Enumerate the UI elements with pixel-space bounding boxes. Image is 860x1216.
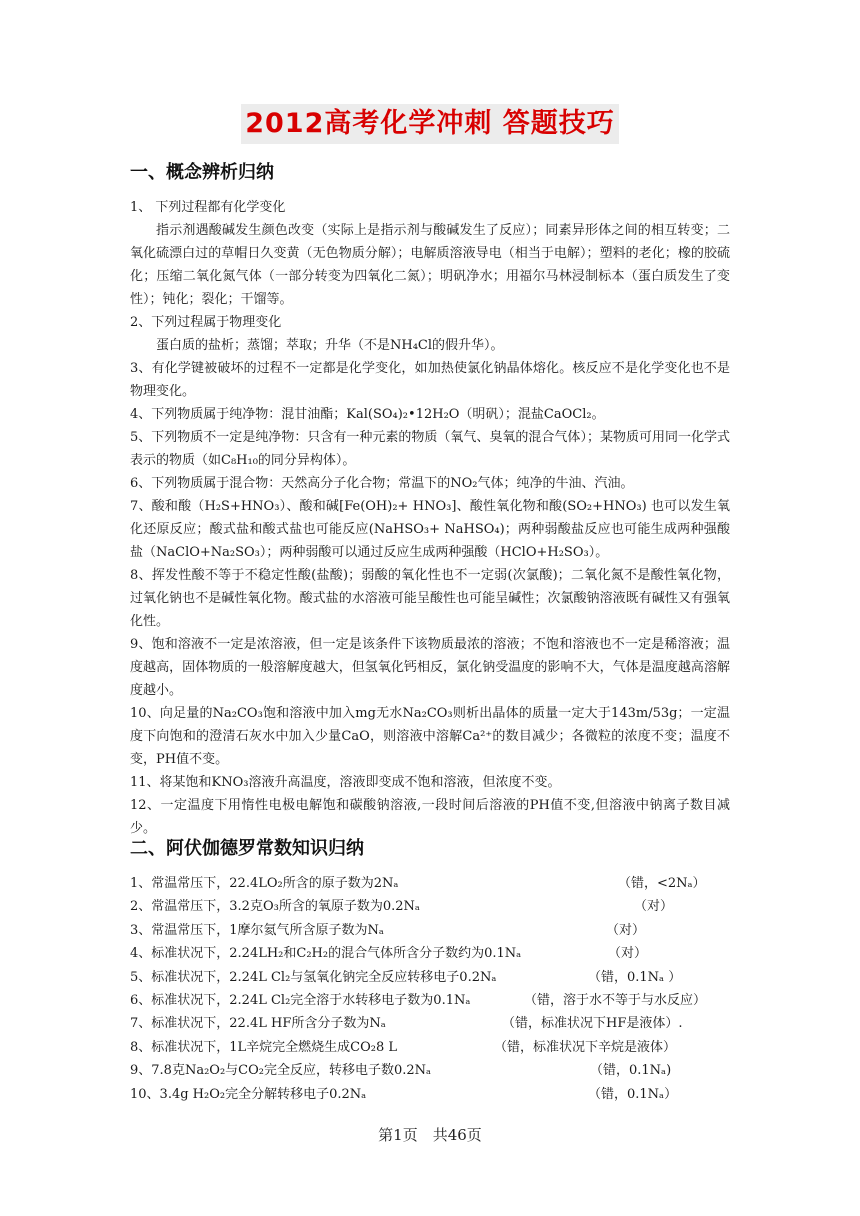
statement: 1、常温常压下，22.4LO₂所含的原子数为2Nₐ	[130, 876, 399, 891]
paragraph: 蛋白质的盐析；蒸馏；萃取；升华（不是NH₄Cl的假升华）。	[156, 338, 504, 353]
list-item	[130, 1083, 730, 1106]
statement: 2、常温常压下，3.2克O₃所含的氧原子数为0.2Nₐ	[130, 899, 420, 915]
answer: （错，标准状况下HF是液体）.	[502, 1016, 683, 1032]
section-heading-avogadro: 二、阿伏伽德罗常数知识归纳	[130, 838, 364, 859]
list-item	[130, 895, 730, 918]
list-item	[130, 1012, 730, 1035]
paragraph: 8、挥发性酸不等于不稳定性酸(盐酸)；弱酸的氧化性也不一定弱(次氯酸)；二氧化氮不是酸性氧化物，过氧化钠也不是碱性氧化物。酸式盐的水溶液可能呈酸性也可能呈碱性；次氯酸钠溶液既有碱性又有强氧化性。	[130, 568, 730, 629]
answer: （错，标准状况下辛烷是液体）	[494, 1039, 677, 1055]
statement: 7、标准状况下，22.4L HF所含分子数为Nₐ	[130, 1016, 386, 1032]
statement: 8、标准状况下，1L辛烷完全燃烧生成CO₂8 L	[130, 1039, 398, 1055]
statement: 6、标准状况下，2.24L Cl₂完全溶于水转移电子数为0.1Nₐ	[130, 992, 471, 1008]
paragraph: 指示剂遇酸碱发生颜色改变（实际上是指示剂与酸碱发生了反应）；同素异形体之间的相互转变；二氧化硫漂白过的草帽日久变黄（无色物质分解）；电解质溶液导电（相当于电解）；塑料的老化；橡的胶硫化；压缩二氧化氮气体（一部分转变为四氧化二氮）；明矾净水；用福尔马林浸制标本（蛋白质发生了变性）；钝化；裂化；干馏等。	[130, 223, 730, 307]
paragraph: 2、下列过程属于物理变化	[130, 315, 282, 330]
page-title: 2012高考化学冲刺 答题技巧	[241, 104, 619, 144]
answer: （错，0.1Nₐ ）	[588, 969, 682, 985]
paragraph: 4、下列物质属于纯净物：混甘油酯；Kal(SO₄)₂•12H₂O（明矾）；混盐CaOCl₂。	[130, 407, 605, 422]
paragraph: 6、下列物质属于混合物：天然高分子化合物；常温下的NO₂气体；纯净的牛油、汽油。	[130, 476, 634, 491]
paragraph: 10、向足量的Na₂CO₃饱和溶液中加入mg无水Na₂CO₃则析出晶体的质量一定大于143m/53g；一定温度下向饱和的澄清石灰水中加入少量CaO，则溶液中溶解Ca²⁺的数目减少；各微粒的浓度不变；温度不变，PH值不变。	[130, 706, 730, 767]
answer: （对）	[606, 922, 646, 938]
answer: （错，<2Nₐ）	[618, 876, 706, 891]
title-container	[0, 104, 860, 144]
statement: 9、7.8克Na₂O₂与CO₂完全反应，转移电子数0.2Nₐ	[130, 1063, 432, 1079]
list-item	[130, 1059, 730, 1082]
page-number: 第1页 共46页	[378, 1126, 482, 1144]
section-heading-concepts: 一、概念辨析归纳	[130, 162, 274, 183]
statement: 3、常温常压下，1摩尔氦气所含原子数为Nₐ	[130, 922, 384, 938]
list-item	[130, 1036, 730, 1059]
paragraph: 1、 下列过程都有化学变化	[130, 200, 286, 215]
statement: 10、3.4g H₂O₂完全分解转移电子0.2Nₐ	[130, 1086, 367, 1102]
answer: （错，0.1Nₐ）	[588, 1086, 678, 1102]
list-item	[130, 966, 730, 989]
statement: 5、标准状况下，2.24L Cl₂与氢氧化钠完全反应转移电子0.2Nₐ	[130, 969, 497, 985]
list-item	[130, 989, 730, 1012]
answer: （错，溶于水不等于与水反应）	[524, 992, 707, 1008]
paragraph: 9、饱和溶液不一定是浓溶液，但一定是该条件下该物质最浓的溶液；不饱和溶液也不一定是稀溶液；温度越高，固体物质的一般溶解度越大，但氢氧化钙相反，氯化钠受温度的影响不大，气体是温度越高溶解度越小。	[130, 637, 730, 698]
list-item	[130, 919, 730, 942]
paragraph: 5、下列物质不一定是纯净物：只含有一种元素的物质（氧气、臭氧的混合气体）；某物质可用同一化学式表示的物质（如C₈H₁₀的同分异构体）。	[130, 430, 730, 468]
section-concepts-body	[130, 196, 730, 840]
paragraph: 7、酸和酸（H₂S+HNO₃）、酸和碱[Fe(OH)₂+ HNO₃]、酸性氧化物和酸(SO₂+HNO₃) 也可以发生氧化还原反应；酸式盐和酸式盐也可能反应(NaHSO₃+ NaHSO₄)；两种弱酸盐反应也可能生成两种强酸盐（NaClO+Na₂SO₃）；两种弱酸可以通过反应生成两种强酸（HClO+H₂SO₃）。	[130, 499, 730, 560]
paragraph: 12、一定温度下用惰性电极电解饱和碳酸钠溶液,一段时间后溶液的PH值不变,但溶液中钠离子数目减少。	[130, 798, 730, 836]
paragraph: 11、将某饱和KNO₃溶液升高温度，溶液即变成不饱和溶液，但浓度不变。	[130, 775, 561, 790]
list-item	[130, 942, 730, 965]
answer: （错，0.1Nₐ)	[590, 1063, 672, 1079]
paragraph: 3、有化学键被破坏的过程不一定都是化学变化，如加热使氯化钠晶体熔化。核反应不是化学变化也不是物理变化。	[130, 361, 730, 399]
answer: （对）	[634, 899, 674, 915]
avogadro-list	[130, 872, 730, 1106]
list-item	[130, 872, 730, 895]
answer: （对）	[608, 946, 648, 962]
statement: 4、标准状况下，2.24LH₂和C₂H₂的混合气体所含分子数约为0.1Nₐ	[130, 946, 522, 962]
